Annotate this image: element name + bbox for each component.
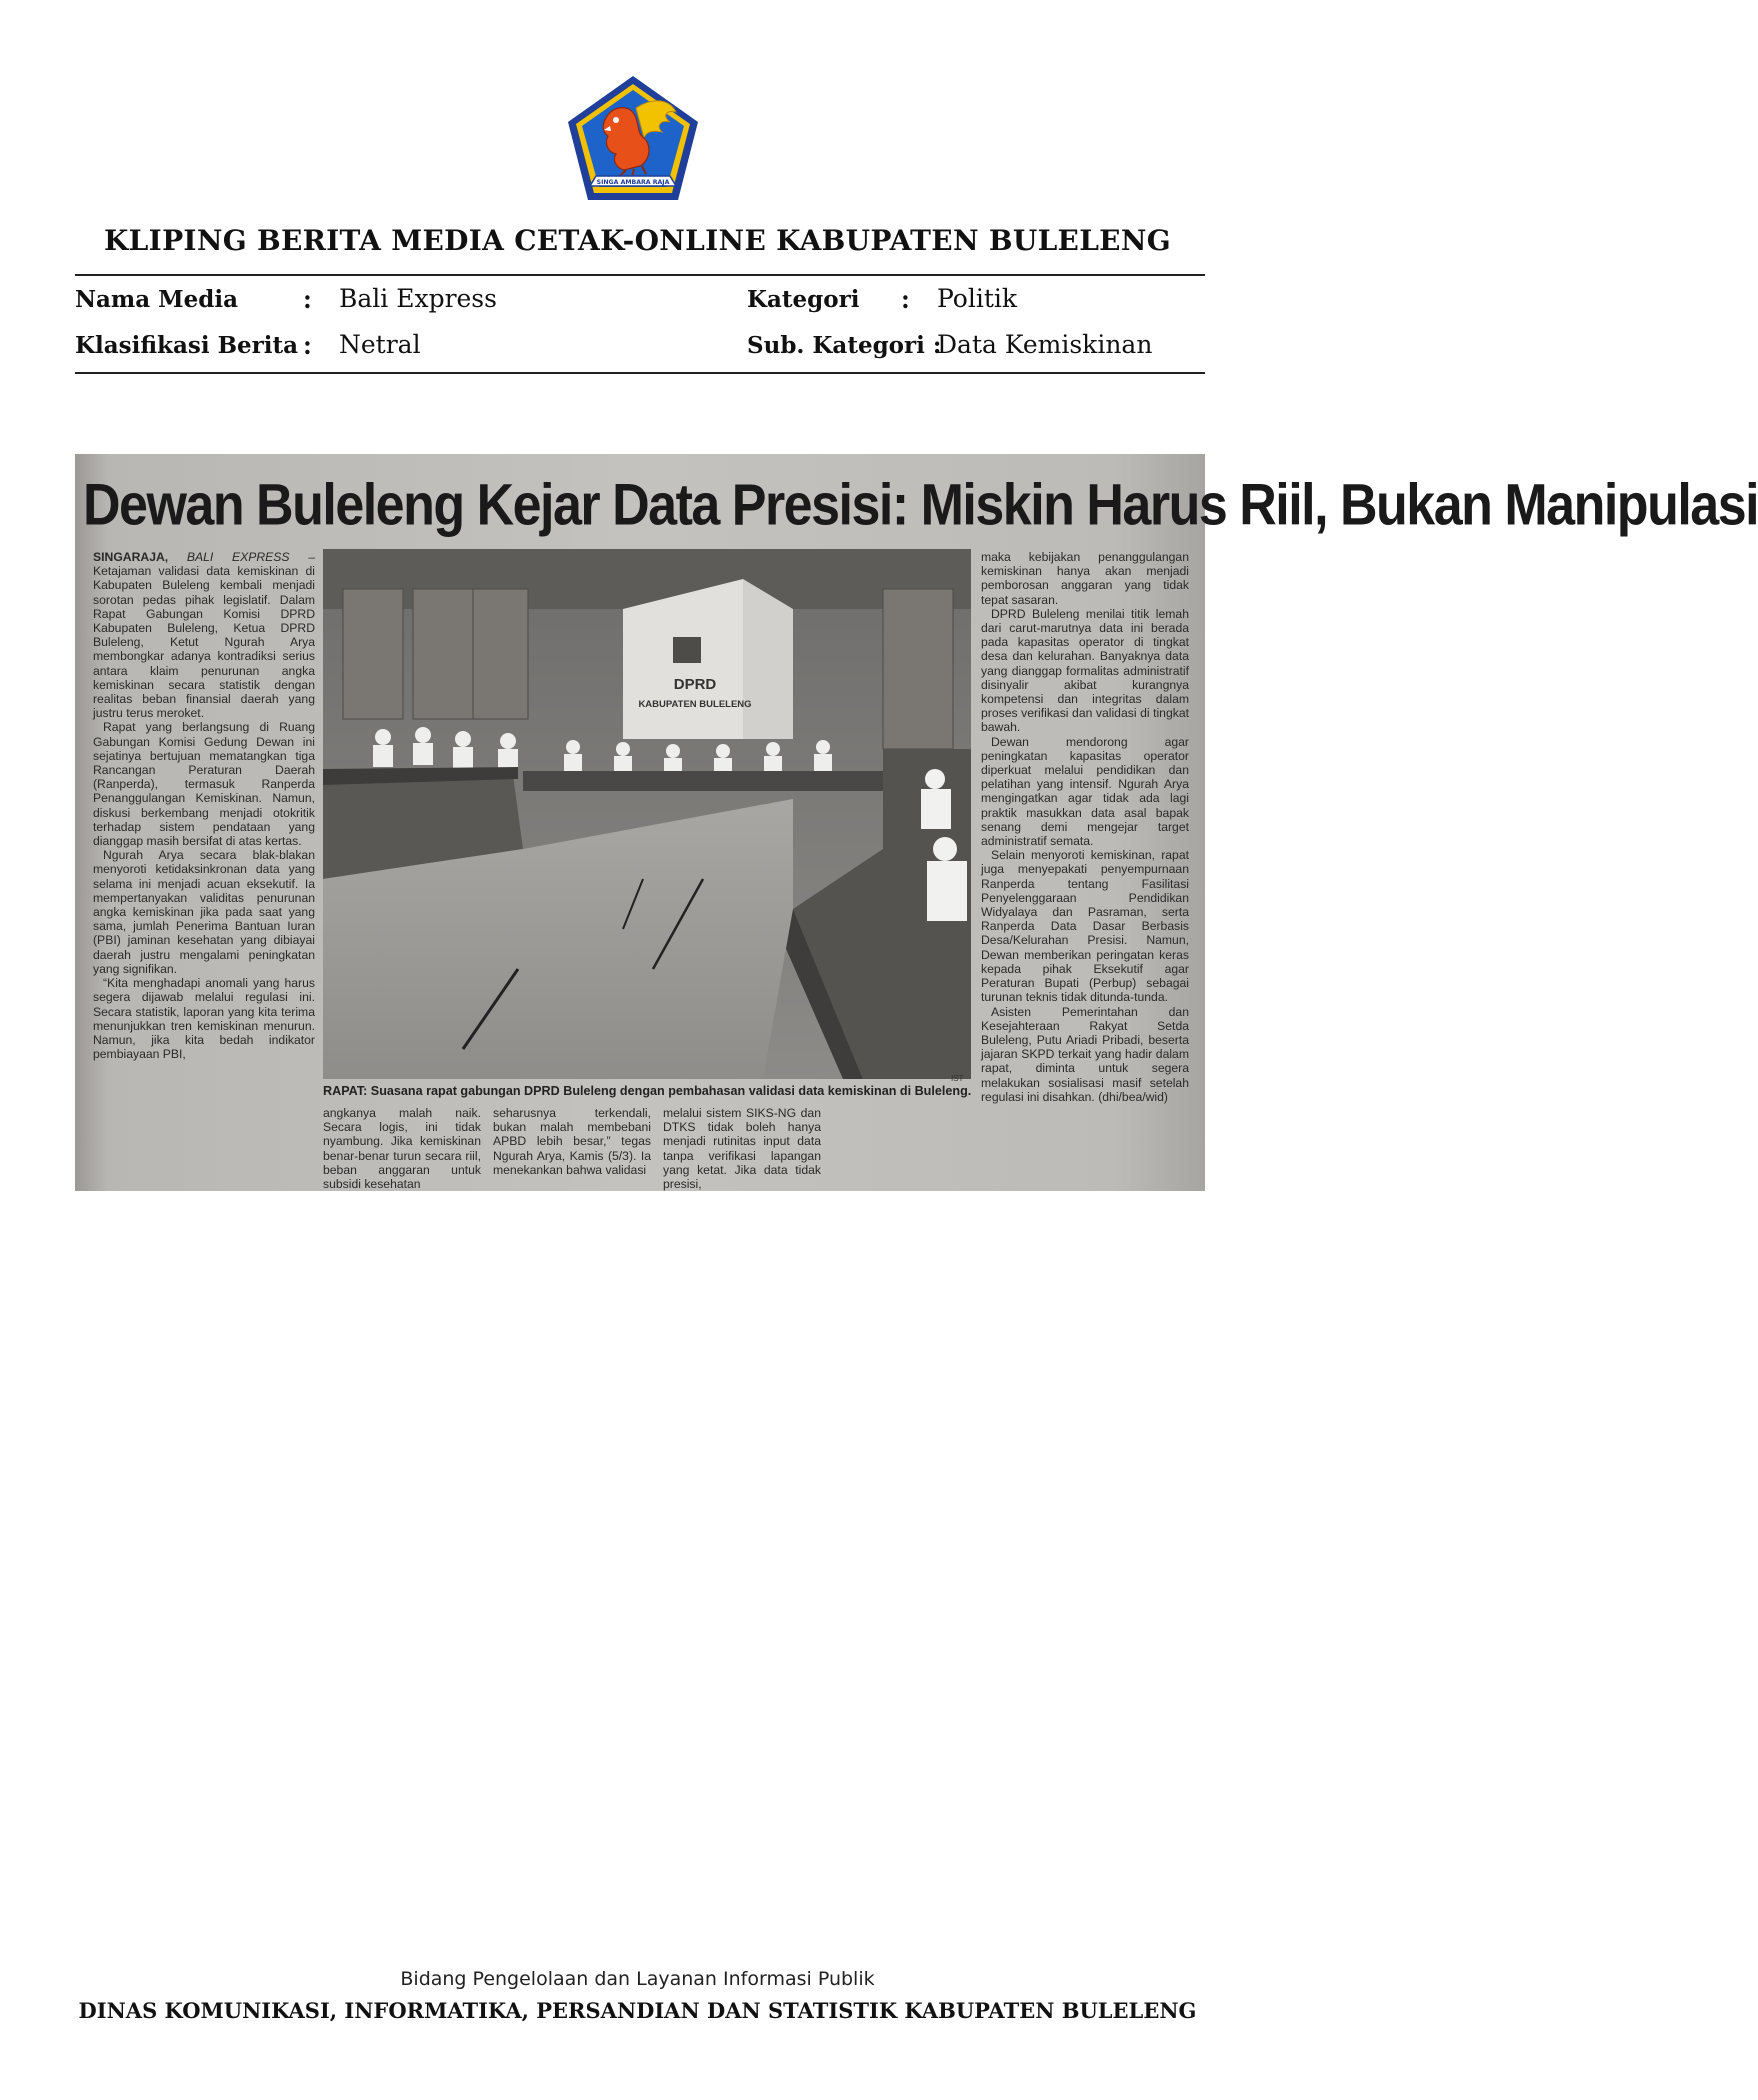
paragraph: DPRD Buleleng menilai titik lemah dari carut-marutnya data ini berada pada kapasitas operator di tingkat desa dan kelurahan. Banyaknya data yang dianggap formalitas administratif disinyalir akibat kurangnya kompetensi dan integritas dalam proses verifikasi dan validasi di tingkat bawah. — [981, 606, 1189, 735]
document-title: KLIPING BERITA MEDIA CETAK-ONLINE KABUPATEN BULELENG — [104, 224, 1171, 257]
paragraph: Ketajaman validasi data kemiskinan di Kabupaten Buleleng kembali menjadi sorotan pedas pihak legislatif. Dalam Rapat Gabungan Komisi DPRD Kabupaten Buleleng, Ketua DPRD Buleleng, Ketut Ngurah Arya membongkar adanya kontradiksi serius antara klaim penurunan angka kemiskinan secara statistik dengan realitas beban finansial daerah yang justru terus meroket. — [93, 564, 315, 721]
paragraph: “Kita menghadapi anomali yang harus segera dijawab melalui regulasi ini. Secara statistik, laporan yang kita terima menunjukkan tren kemiskinan menurun. Namun, jika kita bedah indikator pembiayaan PBI, — [93, 976, 315, 1062]
paragraph: Ngurah Arya secara blak-blakan menyoroti ketidaksinkronan data yang selama ini menjadi acuan eksekutif. Ia mempertanyakan validitas penurunan angka kemiskinan jika pada saat yang sama, jumlah Penerima Bantuan Iuran (PBI) jaminan kesehatan yang dibiayai daerah justru mengalami peningkatan yang signifikan. — [93, 848, 315, 976]
sub-kategori-value: Data Kemiskinan — [937, 330, 1153, 359]
article-bottom-column-1 — [323, 1106, 481, 1190]
paragraph: Dewan mendorong agar peningkatan kapasitas operator diperkuat melalui pendidikan dan pelatihan yang intensif. Ngurah Arya mengingatkan agar tidak ada lagi praktik masukkan data asal bapak senang demi mengejar target administratif semata. — [981, 734, 1189, 849]
article-bottom-column-2 — [493, 1106, 651, 1190]
photo-credit: IST — [951, 1074, 964, 1083]
nama-media-value: Bali Express — [339, 284, 497, 313]
crest-ribbon-text: SINGA AMBARA RAJA — [596, 179, 670, 186]
article-left-column — [93, 550, 315, 1178]
colon: : — [303, 284, 312, 314]
dateline: SINGARAJA, — [93, 550, 169, 564]
source-tag: BALI EXPRESS – — [186, 550, 315, 564]
paragraph: Asisten Pemerintahan dan Kesejahteraan Rakyat Setda Buleleng, Putu Ariadi Pribadi, beserta jajaran SKPD terkait yang hadir dalam rapat, diminta untuk segera melakukan sosialisasi masif setelah regulasi ini disahkan. (dhi/bea/wid) — [981, 1004, 1189, 1104]
nama-media-label: Nama Media — [75, 286, 238, 313]
kategori-value: Politik — [937, 284, 1018, 313]
paragraph: maka kebijakan penanggulangan kemiskinan hanya akan menjadi pemborosan anggaran yang tidak tepat sasaran. — [981, 550, 1189, 607]
top-divider — [75, 274, 1205, 276]
kategori-label: Kategori — [747, 286, 860, 313]
banner-dprd-text: DPRD — [673, 676, 717, 693]
meeting-room-image — [323, 549, 971, 1079]
meeting-photo — [323, 549, 971, 1079]
footer-department: Bidang Pengelolaan dan Layanan Informasi Publik — [400, 1968, 875, 1990]
sub-kategori-label: Sub. Kategori : — [747, 332, 942, 359]
article-right-column — [981, 550, 1189, 1178]
bottom-divider — [75, 372, 1205, 374]
colon: : — [303, 330, 312, 360]
paragraph: Rapat yang berlangsung di Ruang Gabungan Komisi Gedung Dewan ini sejatinya bertujuan mematangkan tiga Rancangan Peraturan Daerah (Ranperda), termasuk Ranperda Penanggulangan Kemiskinan. Namun, diskusi berkembang menjadi otokritik terhadap sistem pendataan yang dianggap masih bersifat di atas kertas. — [93, 720, 315, 849]
banner-kabupaten-text: KABUPATEN BULELENG — [638, 699, 752, 710]
paragraph: melalui sistem SIKS-NG dan DTKS tidak boleh hanya menjadi rutinitas input data tanpa verifikasi lapangan yang ketat. Jika data tidak presisi, — [663, 1106, 821, 1192]
paragraph: Selain menyoroti kemiskinan, rapat juga menyepakati penyempurnaan Ranperda tentang Fasilitasi Penyelenggaraan Pendidikan Widyalaya dan Pasraman, serta Ranperda Data Dasar Berbasis Desa/Kelurahan Presisi. Namun, Dewan memberikan peringatan keras kepada pihak Eksekutif agar Peraturan Bupati (Perbup) sebagai turunan teknis tidak ditunda-tunda. — [981, 848, 1189, 1005]
meta-row-2 — [75, 330, 1205, 364]
paragraph: seharusnya terkendali, bukan malah membebani APBD lebih besar,” tegas Ngurah Arya, Kamis (5/3). Ia menekankan bahwa validasi — [493, 1106, 651, 1177]
article-headline: Dewan Buleleng Kejar Data Presisi: Miskin Harus Riil, Bukan Manipulasi — [83, 472, 1758, 538]
klasifikasi-label: Klasifikasi Berita — [75, 332, 299, 359]
colon: : — [901, 284, 910, 314]
paragraph: angkanya malah naik. Secara logis, ini tidak nyambung. Jika kemiskinan benar-benar turun secara riil, beban anggaran untuk subsidi kesehatan — [323, 1106, 481, 1192]
article-bottom-column-3 — [663, 1106, 821, 1190]
meta-row-1 — [75, 284, 1205, 318]
buleleng-lion-crest-icon — [566, 74, 700, 202]
klasifikasi-value: Netral — [339, 330, 421, 359]
newspaper-clipping — [75, 454, 1758, 1192]
buleleng-crest-logo — [566, 74, 700, 202]
photo-caption: RAPAT: Suasana rapat gabungan DPRD Buleleng dengan pembahasan validasi data kemiskinan di Buleleng. — [323, 1084, 972, 1098]
footer-agency: DINAS KOMUNIKASI, INFORMATIKA, PERSANDIAN DAN STATISTIK KABUPATEN BULELENG — [78, 1998, 1197, 2023]
